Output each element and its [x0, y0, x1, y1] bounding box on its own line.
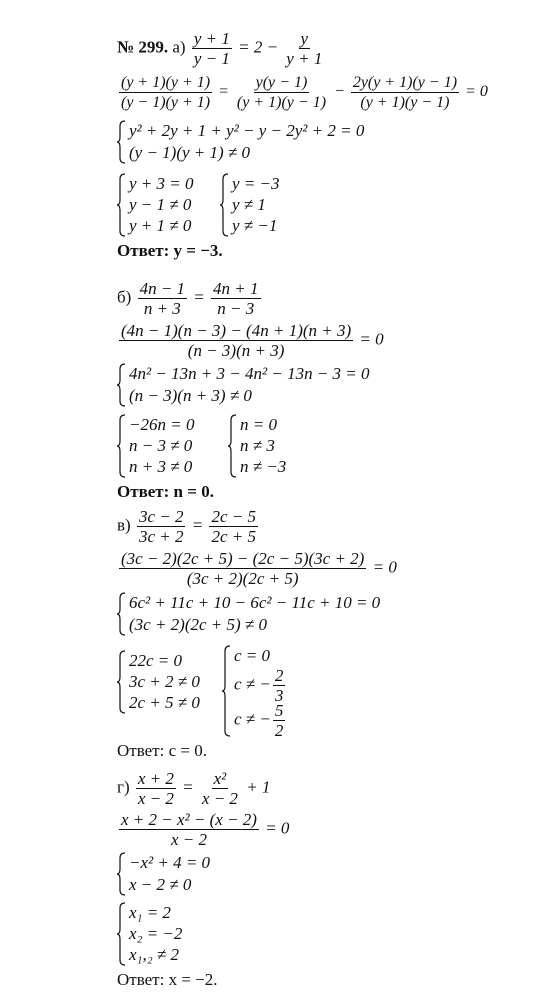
problem-c-equation: в) $\frac{3c - 2}{3c + 2}$ = $\frac{2c - 5}{2c + 5}$: [117, 507, 256, 546]
problem-b-equation: б) $\frac{4n - 1}{n + 3}$ = $\frac{4n + 1}{n - 3}$: [117, 279, 259, 318]
brace-icon: [222, 645, 231, 737]
brace-icon: [228, 414, 237, 478]
problem-b-answer: Ответ: n = 0.: [117, 482, 214, 501]
problem-d-equation: г) $\frac{x + 2}{x - 2}$ = $\frac{\text{x²}}{x - 2}$ + 1: [117, 769, 271, 808]
problem-a-answer: Ответ: y = −3.: [117, 241, 223, 260]
fraction: $\frac{(3c - 2)(2c + 5) - (2c - 5)(3c + 2)}{(3c + 2)(2c + 5)}$: [121, 549, 365, 588]
problem-a-system1: y² + 2y + 1 + y² − y − 2y² + 2 = 0 (y − 1)(y + 1) ≠ 0: [117, 120, 417, 164]
brace-icon: [117, 414, 126, 478]
problem-a-step1: $\frac{(y + 1)(y + 1)}{(y - 1)(y + 1)}$ = $\frac{y(y - 1)}{(y + 1)(y - 1)}$ − $\frac{2y(y + 1)(y - 1)}{(y + 1)(y - 1)}$ = 0: [121, 74, 488, 111]
problem-c-system2-right: c = 0 c ≠ − $\frac{2}{3}$ c ≠ − $\frac{5}{2}$: [222, 645, 332, 737]
problem-b-system2-left: −26n = 0 n − 3 ≠ 0 n + 3 ≠ 0: [117, 414, 227, 478]
fraction: $\frac{\text{x²}}{x - 2}$: [201, 769, 238, 808]
part-b-label: б): [117, 287, 132, 307]
brace-icon: [117, 363, 126, 407]
brace-icon: [220, 173, 229, 237]
part-a-label: а): [172, 37, 186, 57]
brace-icon: [117, 120, 126, 164]
fraction: $\frac{y}{y + 1}$: [286, 29, 323, 68]
brace-icon: [117, 173, 126, 237]
fraction: $\frac{y(y - 1)}{(y + 1)(y - 1)}$: [236, 74, 327, 111]
problem-d-answer: Ответ: x = −2.: [117, 970, 218, 989]
brace-icon: [117, 592, 126, 636]
problem-d-system1: −x² + 4 = 0 x − 2 ≠ 0: [117, 852, 267, 896]
part-d-label: г): [117, 777, 130, 797]
problem-a-equation: № 299. а) $\frac{y + 1}{y - 1}$ = 2 − $\frac{y}{y + 1}$: [117, 29, 323, 68]
problem-b-system2-right: n = 0 n ≠ 3 n ≠ −3: [228, 414, 328, 478]
problem-c-system1: 6c² + 11c + 10 − 6c² − 11c + 10 = 0 (3c + 2)(2c + 5) ≠ 0: [117, 592, 427, 636]
problem-b-system1: 4n² − 13n + 3 − 4n² − 13n − 3 = 0 (n − 3)(n + 3) ≠ 0: [117, 363, 417, 407]
problem-number: № 299.: [117, 37, 169, 57]
part-c-label: в): [117, 515, 131, 535]
brace-icon: [117, 852, 126, 896]
fraction: $\frac{(y + 1)(y + 1)}{(y - 1)(y + 1)}$: [121, 74, 211, 111]
fraction: $\frac{\text{x + 2 − x² − (x − 2)}}{x - 2}$: [121, 810, 257, 849]
problem-c-system2-left: 22c = 0 3c + 2 ≠ 0 2c + 5 ≠ 0: [117, 650, 227, 714]
problem-c-answer: Ответ: c = 0.: [117, 741, 207, 760]
brace-icon: [117, 650, 126, 714]
fraction: $\frac{2}{3}$: [274, 666, 284, 705]
problem-d-system2: x₁ = 2 x₂ = −2 x₁,₂ ≠ 2: [117, 902, 227, 966]
fraction: $\frac{2c - 5}{2c + 5}$: [211, 507, 256, 546]
problem-a-system2-right: y = −3 y ≠ 1 y ≠ −1: [220, 173, 320, 237]
problem-c-step1: $\frac{(3c - 2)(2c + 5) - (2c - 5)(3c + 2)}{(3c + 2)(2c + 5)}$ = 0: [121, 549, 397, 588]
fraction: $\frac{(4n - 1)(n - 3) - (4n + 1)(n + 3)}{(n - 3)(n + 3)}$: [121, 321, 352, 360]
fraction: $\frac{y + 1}{y - 1}$: [193, 29, 230, 68]
fraction: $\frac{4n - 1}{n + 3}$: [139, 279, 186, 318]
brace-icon: [117, 902, 126, 966]
fraction: $\frac{2y(y + 1)(y - 1)}{(y + 1)(y - 1)}$: [352, 74, 458, 111]
fraction: $\frac{5}{2}$: [274, 701, 284, 740]
problem-b-step1: $\frac{(4n - 1)(n - 3) - (4n + 1)(n + 3)}{(n - 3)(n + 3)}$ = 0: [121, 321, 384, 360]
problem-a-system2-left: y + 3 = 0 y − 1 ≠ 0 y + 1 ≠ 0: [117, 173, 227, 237]
fraction: $\frac{x + 2}{x - 2}$: [137, 769, 174, 808]
fraction: $\frac{3c - 2}{3c + 2}$: [138, 507, 184, 546]
problem-d-step1: $\frac{\text{x + 2 − x² − (x − 2)}}{x - 2}$ = 0: [121, 810, 290, 849]
fraction: $\frac{4n + 1}{n - 3}$: [213, 279, 259, 318]
